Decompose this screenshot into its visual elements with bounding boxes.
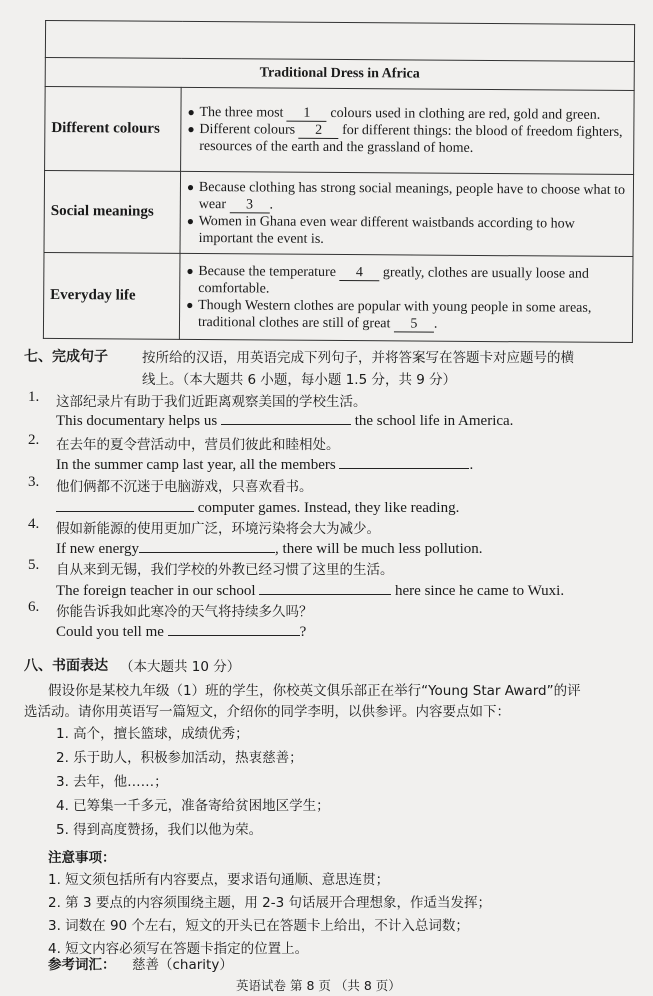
note-item: 2. 第 3 要点的内容须围绕主题，用 2-3 句话展开合理想象，作适当发挥； (48, 895, 491, 911)
question-number: 5. (28, 557, 40, 573)
question-2-english: In the summer camp last year, all the members . (56, 454, 473, 474)
vocab-label: 参考词汇： (48, 957, 116, 973)
row-label-everyday: Everyday life (43, 252, 180, 339)
answer-line-2[interactable] (339, 454, 469, 469)
content-point: 3. 去年，他……； (56, 774, 168, 790)
question-6-english: Could you tell me ? (56, 621, 306, 641)
answer-line-1[interactable] (221, 410, 351, 425)
content-point: 1. 高个，擅长篮球，成绩优秀； (56, 726, 249, 742)
section8-title: 八、书面表达 (24, 658, 108, 674)
list-item: ● Because clothing has strong social meanings, people have to choose what to wear 3 . (186, 179, 626, 213)
section7-instruction-2: 线上。（本大题共 6 小题，每小题 1.5 分，共 9 分） (142, 372, 457, 388)
section7-instruction-1: 按所给的汉语，用英语完成下列句子，并将答案写在答题卡对应题号的横 (142, 350, 574, 366)
question-3-english: computer games. Instead, they like reading. (56, 497, 459, 517)
answer-blank-3: 3 (229, 197, 269, 213)
question-5-chinese: 自从来到无锡，我们学校的外教已经习惯了这里的生活。 (56, 562, 394, 578)
question-5-english: The foreign teacher in our school here since he came to Wuxi. (56, 580, 564, 600)
row-social-content (180, 171, 634, 256)
section7-title: 七、完成句子 (24, 349, 108, 365)
answer-line-5[interactable] (259, 580, 391, 595)
question-number: 4. (28, 516, 40, 532)
content-point: 5. 得到高度赞扬，我们以他为荣。 (56, 822, 263, 838)
content-point: 2. 乐于助人，积极参加活动，热衷慈善； (56, 750, 303, 766)
question-number: 1. (28, 389, 40, 405)
page-footer: 英语试卷 第 8 页 （共 8 页） (236, 978, 401, 993)
answer-blank-2: 2 (299, 123, 339, 139)
question-4-chinese: 假如新能源的使用更加广泛，环境污染将会大为减少。 (56, 521, 380, 537)
note-item: 4. 短文内容必须写在答题卡指定的位置上。 (48, 941, 309, 957)
question-2-chinese: 在去年的夏令营活动中，营员们彼此和睦相处。 (56, 437, 340, 453)
section8-score-note: （本大题共 10 分） (120, 659, 241, 675)
traditional-dress-table (43, 20, 635, 343)
answer-blank-5: 5 (394, 316, 434, 332)
answer-blank-4: 4 (339, 265, 379, 281)
question-1-english: This documentary helps us the school life in America. (56, 410, 513, 430)
vocab-text: 慈善（charity） (132, 957, 233, 973)
answer-line-6[interactable] (168, 621, 300, 636)
list-item: ● Different colours 2 for different things: the blood of freedom fighters, resources of the earth and the grassland of home. (187, 121, 623, 156)
row-label-colours: Different colours (45, 86, 182, 171)
row-label-social: Social meanings (44, 170, 181, 253)
note-item: 3. 词数在 90 个左右，短文的开头已在答题卡上给出，不计入总词数； (48, 918, 469, 934)
row-colours-content (181, 87, 635, 174)
list-item: ● Women in Ghana even wear different waistbands according to how important the event is. (186, 213, 575, 247)
question-number: 6. (28, 599, 40, 615)
question-6-chinese: 你能告诉我如此寒冷的天气将持续多久吗？ (56, 604, 313, 620)
list-item: ● The three most 1 colours used in clothing are red, gold and green. (187, 104, 601, 123)
question-number: 2. (28, 432, 40, 448)
question-3-chinese: 他们俩都不沉迷于电脑游戏，只喜欢看书。 (56, 479, 313, 495)
answer-blank-1: 1 (287, 106, 327, 122)
section8-intro-1: 假设你是某校九年级（1）班的学生，你校英文俱乐部正在举行“Young Star Award”的评 (48, 683, 581, 699)
notes-title: 注意事项： (48, 850, 116, 866)
section8-intro-2: 选活动。请你用英语写一篇短文，介绍你的同学李明，以供参评。内容要点如下： (24, 704, 510, 720)
question-4-english: If new energy , there will be much less pollution. (56, 538, 483, 558)
list-item: ● Though Western clothes are popular with young people in some areas, traditional clothes are still of great 5 . (186, 297, 592, 332)
content-point: 4. 已筹集一千多元，准备寄给贫困地区学生； (56, 798, 330, 814)
answer-line-3[interactable] (56, 497, 194, 512)
question-number: 3. (28, 474, 40, 490)
answer-line-4[interactable] (139, 538, 275, 553)
list-item: ● Because the temperature 4 greatly, clothes are usually loose and comfortable. (186, 263, 589, 297)
note-item: 1. 短文须包括所有内容要点，要求语句通顺、意思连贯； (48, 872, 390, 888)
table-title: Traditional Dress in Africa (45, 57, 634, 90)
row-everyday-content (179, 253, 633, 342)
question-1-chinese: 这部纪录片有助于我们近距离观察美国的学校生活。 (56, 394, 367, 410)
